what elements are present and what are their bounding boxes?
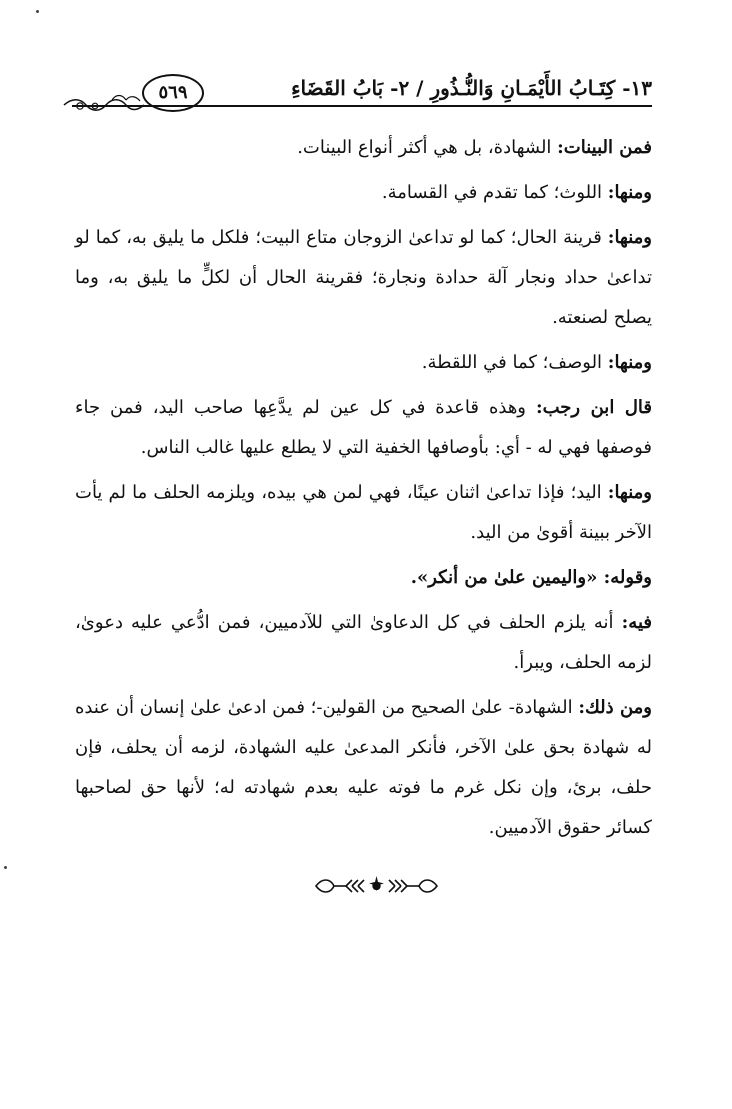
page-content	[75, 128, 652, 853]
page-number: ٥٦٩	[158, 82, 188, 103]
paragraph-9: ومن ذلك: الشهادة- علىٰ الصحيح من القولين-؛ فمن ادعىٰ علىٰ إنسان أن عنده له شهادة بحق علىٰ الآخر، فأنكر المدعىٰ عليه الشهادة، لزمه أن يحلف، فإن حلف، برئ، وإن نكل غرم ما فوته عليه بعدم شهادته له؛ لأنها حق لصاحبها كسائر حقوق الآدميين.	[75, 697, 652, 838]
scan-speck	[4, 866, 7, 869]
paragraph-8: فيه: أنه يلزم الحلف في كل الدعاوىٰ التي للآدميين، فمن ادُّعي عليه دعوىٰ، لزمه الحلف، ويبرأ.	[75, 612, 652, 673]
paragraph-5: قال ابن رجب: وهذه قاعدة في كل عين لم يدَّعِها صاحب اليد، فمن جاء فوصفها فهي له - أي: بأوصافها الخفية التي لا يطلع عليها غالب الناس.	[75, 397, 652, 458]
paragraph-7: وقوله: «واليمين علىٰ من أنكر».	[410, 567, 652, 588]
page-header	[62, 64, 652, 118]
paragraph-6: ومنها: اليد؛ فإذا تداعىٰ اثنان عينًا، فهي لمن هي بيده، ويلزمه الحلف ما لم يأت الآخر ببينة أقوىٰ من اليد.	[75, 482, 652, 543]
end-of-section-ornament-icon	[310, 873, 443, 899]
paragraph-1: فمن البينات: الشهادة، بل هي أكثر أنواع البينات.	[297, 137, 652, 158]
paragraph-2: ومنها: اللوث؛ كما تقدم في القسامة.	[381, 182, 652, 203]
header-rule	[72, 105, 652, 107]
flourish-ornament-icon	[62, 90, 146, 116]
scan-speck	[36, 10, 39, 13]
paragraph-3: ومنها: قرينة الحال؛ كما لو تداعىٰ الزوجان متاع البيت؛ فلكل ما يليق به، كما لو تداعىٰ حداد ونجار آلة حدادة ونجارة؛ فقرينة الحال أن لكلٍّ ما يليق به، وما يصلح لصنعته.	[75, 227, 652, 328]
running-title: ١٣- كِتَـابُ الأَيْمَـانِ وَالنُّـذُورِ / ٢- بَابُ القَضَاءِ	[291, 76, 652, 100]
paragraph-4: ومنها: الوصف؛ كما في اللقطة.	[421, 352, 652, 373]
